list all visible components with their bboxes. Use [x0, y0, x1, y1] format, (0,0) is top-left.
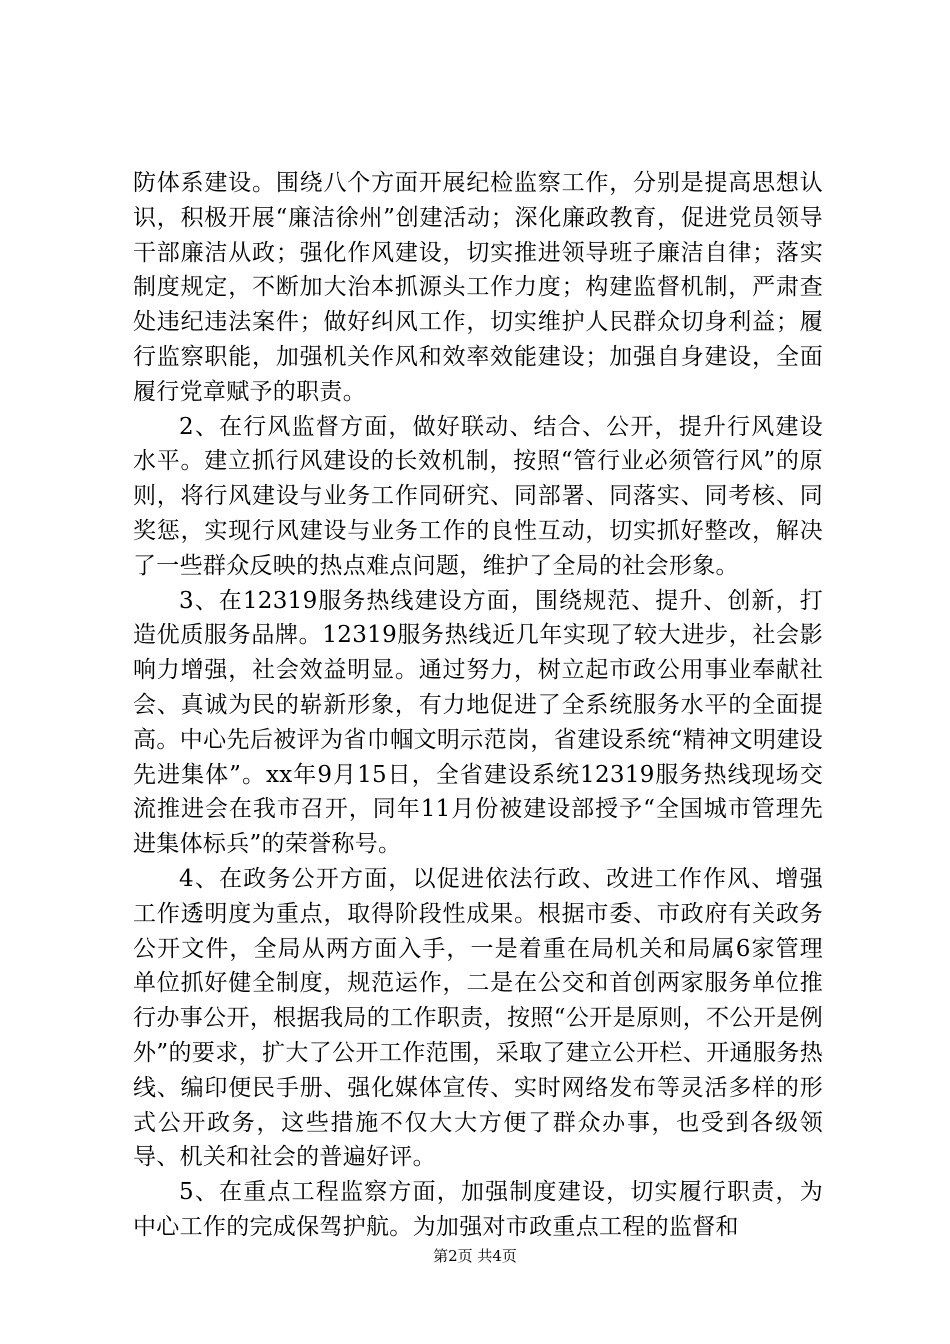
page-number-footer: 第2页 共4页	[433, 1247, 517, 1265]
paragraph-item-4: 4、在政务公开方面，以促进依法行政、改进工作作风、增强工作透明度为重点，取得阶段性成果。根据市委、市政府有关政务公开文件，全局从两方面入手，一是着重在局机关和局属6家管理单位抓好健全制度，规范运作，二是在公交和首创两家服务单位推行办事公开，根据我局的工作职责，按照“公开是原则，不公开是例外”的要求，扩大了公开工作范围，采取了建立公开栏、开通服务热线、编印便民手册、强化媒体宣传、实时网络发布等灵活多样的形式公开政务，这些措施不仅大大方便了群众办事，也受到各级领导、机关和社会的普遍好评。	[133, 865, 823, 1171]
paragraph-item-5: 5、在重点工程监察方面，加强制度建设，切实履行职责，为中心工作的完成保驾护航。为加强对市政重点工程的监督和	[133, 1179, 823, 1240]
paragraph-item-3: 3、在12319服务热线建设方面，围绕规范、提升、创新，打造优质服务品牌。12319服务热线近几年实现了较大进步，社会影响力增强，社会效益明显。通过努力，树立起市政公用事业奉献社会、真诚为民的崭新形象，有力地促进了全系统服务水平的全面提高。中心先后被评为省巾帼文明示范岗，省建设系统“精神文明建设先进集体”。xx年9月15日，全省建设系统12319服务热线现场交流推进会在我市召开，同年11月份被建设部授予“全国城市管理先进集体标兵”的荣誉称号。	[133, 587, 823, 858]
paragraph-item-2: 2、在行风监督方面，做好联动、结合、公开，提升行风建设水平。建立抓行风建设的长效机制，按照“管行业必须管行风”的原则，将行风建设与业务工作同研究、同部署、同落实、同考核、同奖惩，实现行风建设与业务工作的良性互动，切实抓好整改，解决了一些群众反映的热点难点问题，维护了全局的社会形象。	[133, 413, 823, 579]
paragraph-continuation: 防体系建设。围绕八个方面开展纪检监察工作，分别是提高思想认识，积极开展“廉洁徐州”创建活动；深化廉政教育，促进党员领导干部廉洁从政；强化作风建设，切实推进领导班子廉洁自律；落实制度规定，不断加大治本抓源头工作力度；构建监督机制，严肃查处违纪违法案件；做好纠风工作，切实维护人民群众切身利益；履行监察职能，加强机关作风和效率效能建设；加强自身建设，全面履行党章赋予的职责。	[133, 170, 823, 405]
document-body	[133, 166, 823, 1245]
